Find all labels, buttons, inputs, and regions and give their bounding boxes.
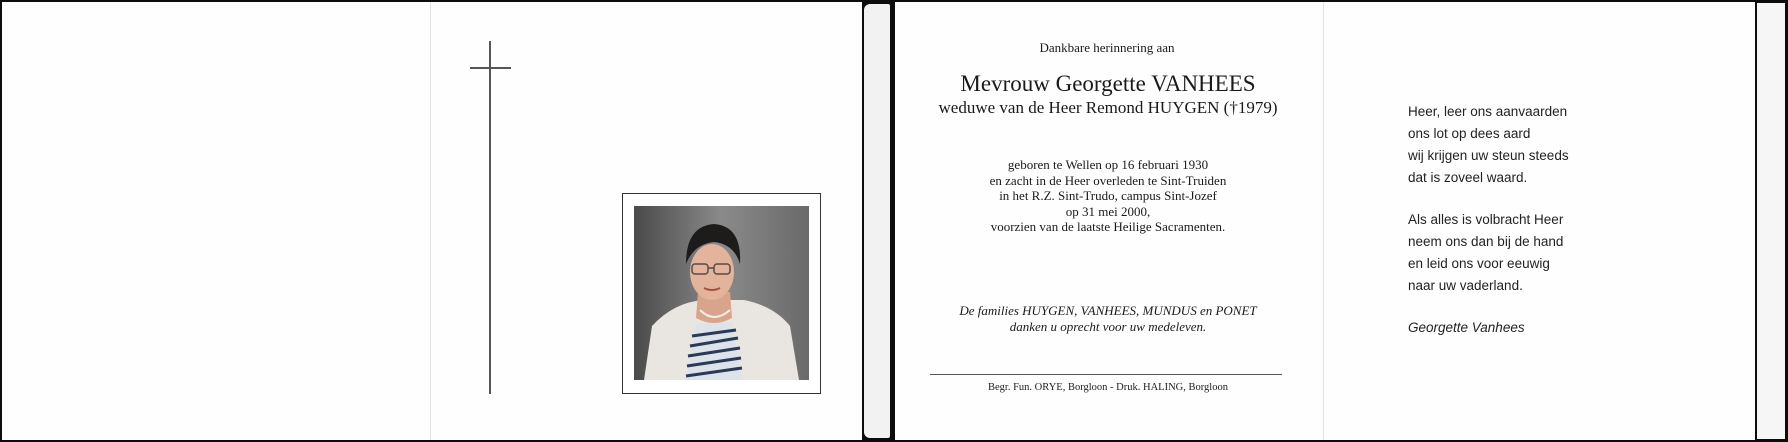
stanza-gap [1408, 189, 1569, 209]
bio-line: en zacht in de Heer overleden te Sint-Truiden [989, 172, 1227, 188]
poem-line: Heer, leer ons aanvaarden [1408, 104, 1568, 119]
thanks-block [958, 303, 1258, 334]
cross-icon [489, 41, 491, 394]
poem-signature: Georgette Vanhees [1408, 320, 1525, 335]
bio-line: op 31 mei 2000, [1065, 203, 1151, 219]
cross-icon-bar [470, 67, 511, 69]
divider-line [930, 374, 1282, 375]
deceased-name: Mevrouw Georgette VANHEES [960, 71, 1256, 96]
card-fold-line [430, 2, 431, 440]
card-heading: Dankbare herinnering aan [1039, 40, 1175, 55]
spouse-line: weduwe van de Heer Remond HUYGEN (†1979) [938, 98, 1278, 117]
poem-line: naar uw vaderland. [1408, 278, 1523, 293]
poem-line: Als alles is volbracht Heer [1408, 212, 1564, 227]
poem-line: neem ons dan bij de hand [1408, 234, 1564, 249]
poem-line: en leid ons voor eeuwig [1408, 256, 1550, 271]
bio-line: geboren te Wellen op 16 februari 1930 [1007, 157, 1209, 172]
poem-line: ons lot op dees aard [1408, 126, 1531, 141]
printer-credit: Begr. Fun. ORYE, Borgloon - Druk. HALING, Borgloon [988, 382, 1228, 393]
portrait-illustration [634, 206, 809, 380]
card-edge-strip [1757, 3, 1785, 439]
thanks-line: De families HUYGEN, VANHEES, MUNDUS en PONET [959, 303, 1257, 318]
bio-line: in het R.Z. Sint-Trudo, campus Sint-Jozef [999, 188, 1217, 203]
card-fold-line [1323, 2, 1324, 440]
biography-block [958, 157, 1258, 235]
portrait-photo [634, 206, 809, 380]
card-edge-strip [864, 4, 890, 438]
bio-line: voorzien van de laatste Heilige Sacramenten. [990, 219, 1226, 234]
poem-line: dat is zoveel waard. [1408, 170, 1528, 185]
thanks-line: danken u oprecht voor uw medeleven. [1009, 318, 1207, 334]
poem-line: wij krijgen uw steun steeds [1408, 148, 1569, 163]
poem [1408, 101, 1569, 297]
portrait-frame [622, 193, 821, 394]
